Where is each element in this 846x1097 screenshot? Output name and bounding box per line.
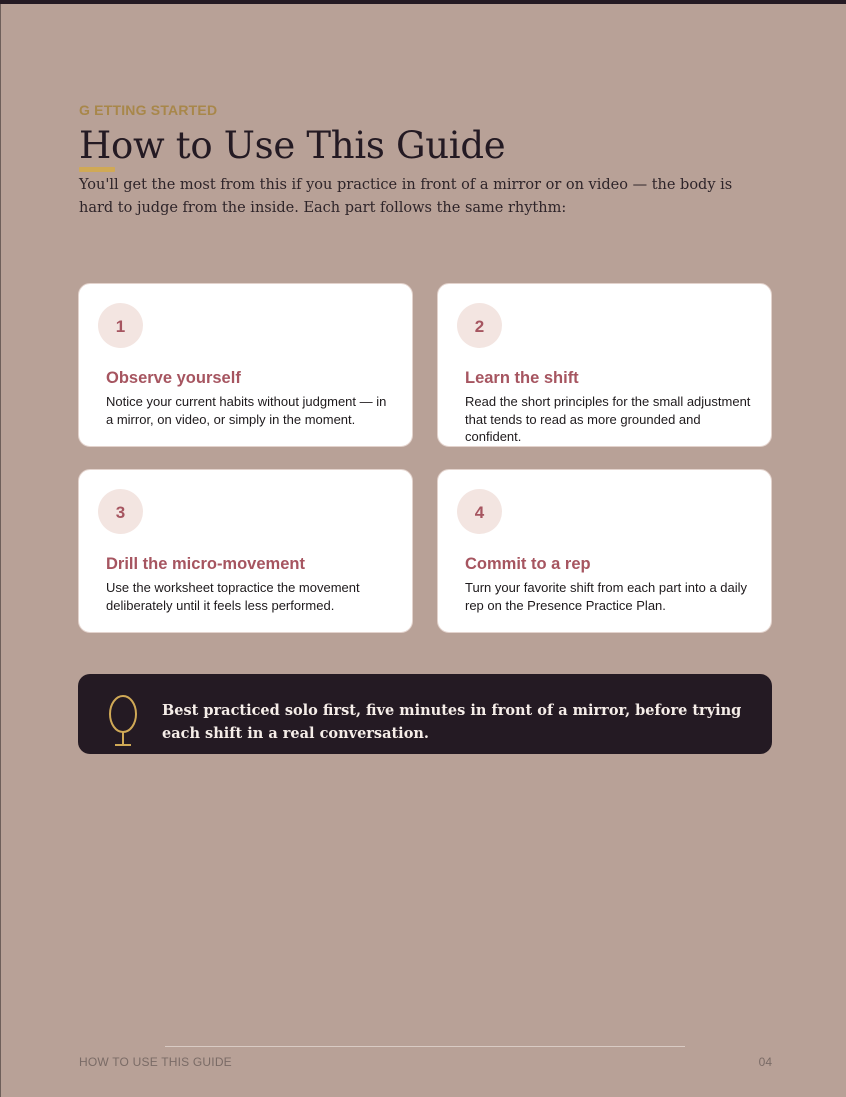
step-title: Learn the shift: [465, 369, 579, 387]
page-number: 04: [758, 1055, 772, 1069]
step-title: Observe yourself: [106, 369, 241, 387]
step-card-4: [437, 469, 772, 633]
mirror-icon: [106, 694, 140, 748]
step-description: Turn your favorite shift from each part into a daily rep on the Presence Practice Plan.: [465, 580, 748, 613]
tip-callout: [78, 674, 772, 754]
step-card-2: [437, 283, 772, 447]
top-bar: [0, 0, 846, 4]
step-description: Notice your current habits without judgment — in a mirror, on video, or simply in the moment.: [106, 394, 387, 427]
page-title: How to Use This Guide: [79, 124, 506, 167]
step-number-badge: 3: [98, 489, 143, 534]
section-eyebrow: G ETTING STARTED: [79, 102, 218, 118]
step-number-badge: 1: [98, 303, 143, 348]
title-underline: [79, 167, 115, 172]
intro-paragraph: You'll get the most from this if you practice in front of a mirror or on video — the body is hard to judge from the inside. Each part follows the same rhythm:: [79, 177, 733, 216]
step-title: Commit to a rep: [465, 555, 591, 573]
footer-divider: [165, 1046, 685, 1047]
step-description: Read the short principles for the small adjustment that tends to read as more grounded and confident.: [465, 394, 751, 445]
left-edge-line: [0, 4, 1, 1097]
step-card-3: [78, 469, 413, 633]
step-title: Drill the micro-movement: [106, 555, 305, 573]
step-number-badge: 4: [457, 489, 502, 534]
step-description: Use the worksheet topractice the movement deliberately until it feels less performed.: [106, 580, 360, 613]
step-card-1: [78, 283, 413, 447]
step-number-badge: 2: [457, 303, 502, 348]
footer-section-label: HOW TO USE THIS GUIDE: [79, 1055, 232, 1069]
callout-text: Best practiced solo first, five minutes in front of a mirror, before trying each shift in a real conversation.: [162, 702, 742, 742]
